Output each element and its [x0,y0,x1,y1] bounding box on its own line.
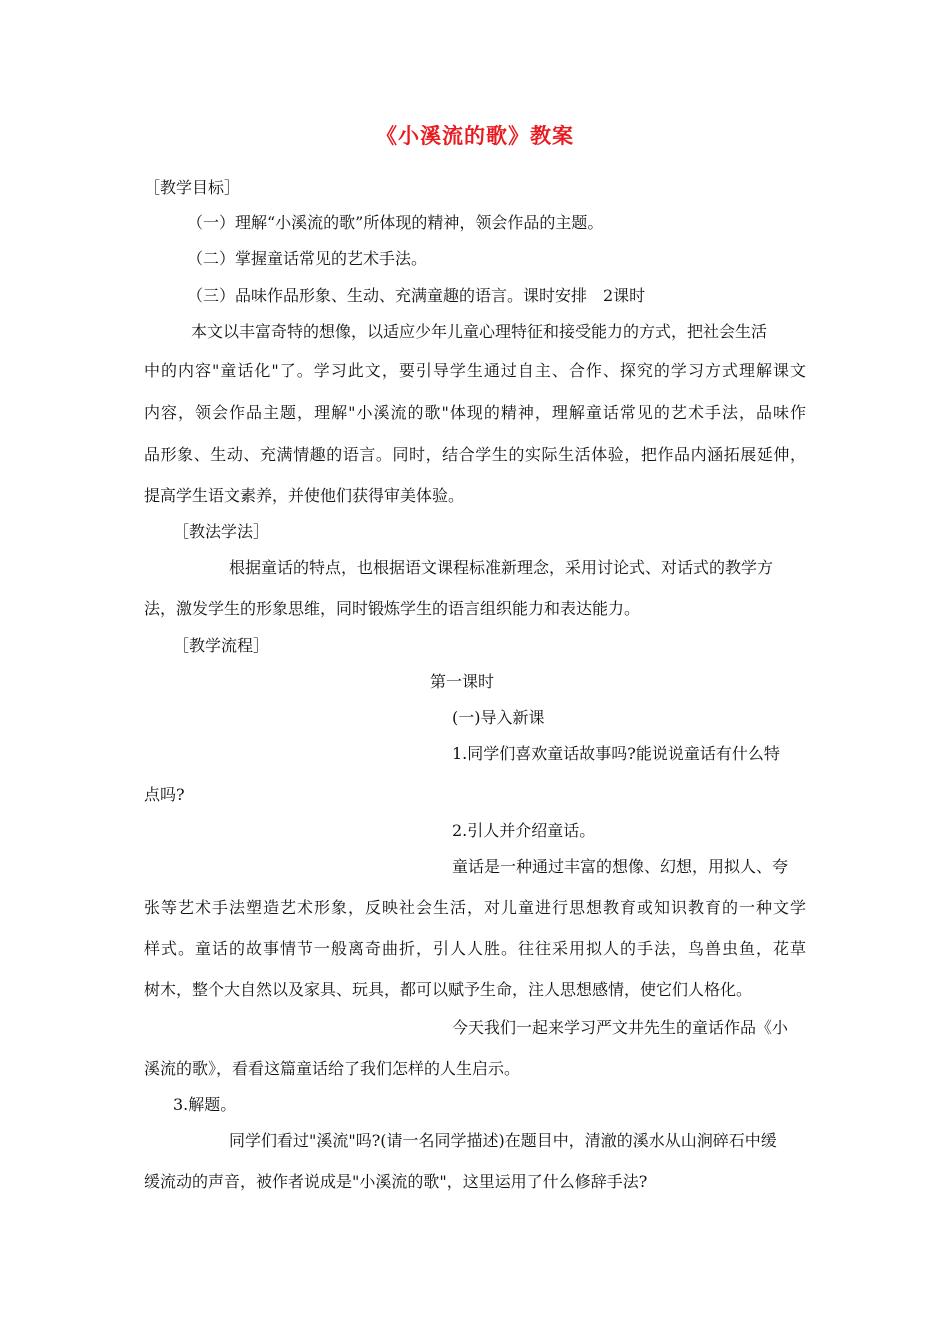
lesson-one-heading: 第一课时 [430,672,495,691]
methods-line-1: 根据童话的特点，也根据语文课程标准新理念，采用讨论式、对话式的教学方 [229,558,774,577]
intro-line-4: 品形象、生动、充满情趣的语言。同时，结合学生的实际生活体验，把作品内涵拓展延伸， [144,445,806,464]
explain-line-1: 同学们看过"溪流"吗?(请一名同学描述)在题目中，清澈的溪水从山涧碎石中缓 [229,1131,777,1150]
intro-line-5: 提高学生语文素养，并使他们获得审美体验。 [144,486,465,505]
fairy-line-2: 张等艺术手法塑造艺术形象，反映社会生活，对儿童进行思想教育或知识教育的一种文学 [144,898,806,917]
intro-line-3: 内容，领会作品主题，理解"小溪流的歌"体现的精神，理解童话常见的艺术手法，品味作 [144,403,806,422]
fairy-line-1: 童话是一种通过丰富的想像、幻想，用拟人、夸 [452,857,789,876]
explain-line-2: 缓流动的声音，被作者说成是"小溪流的歌"，这里运用了什么修辞手法? [144,1172,648,1191]
fairy-line-3: 样式。童话的故事情节一般离奇曲折，引人人胜。往往采用拟人的手法，鸟兽虫鱼，花草 [144,939,806,958]
methods-line-2: 法，激发学生的形象思维，同时锻炼学生的语言组织能力和表达能力。 [144,599,641,618]
goal-2: （二）掌握童话常见的艺术手法。 [187,249,428,268]
today-line-1: 今天我们一起来学习严文井先生的童话作品《小 [452,1018,789,1037]
heading-methods: ［教法学法］ [173,522,270,541]
intro-line-1: 本文以丰富奇特的想像，以适应少年儿童心理特征和接受能力的方式，把社会生活 [191,322,768,341]
question-2: 2.引人并介绍童话。 [452,821,596,840]
part-one-heading: (一)导入新课 [452,708,545,727]
question-1-line-2: 点吗? [144,785,185,804]
intro-line-2: 中的内容"童话化"了。学习此文，要引导学生通过自主、合作、探究的学习方式理解课文 [144,361,806,380]
fairy-line-4: 树木，整个大自然以及家具、玩具，都可以赋予生命，注人思想感情，使它们人格化。 [144,980,753,999]
document-title: 《小溪流的歌》教案 [376,123,574,148]
goal-1: （一）理解“小溪流的歌”所体现的精神，领会作品的主题。 [187,213,604,232]
heading-flow: ［教学流程］ [173,636,270,655]
goal-3: （三）品味作品形象、生动、充满童趣的语言。课时安排 2课时 [187,286,646,305]
question-3: 3.解题。 [173,1095,237,1114]
today-line-2: 溪流的歌》，看看这篇童话给了我们怎样的人生启示。 [144,1059,521,1078]
question-1-line-1: 1.同学们喜欢童话故事吗?能说说童话有什么特 [452,744,780,763]
heading-teaching-goals: ［教学目标］ [144,178,241,197]
